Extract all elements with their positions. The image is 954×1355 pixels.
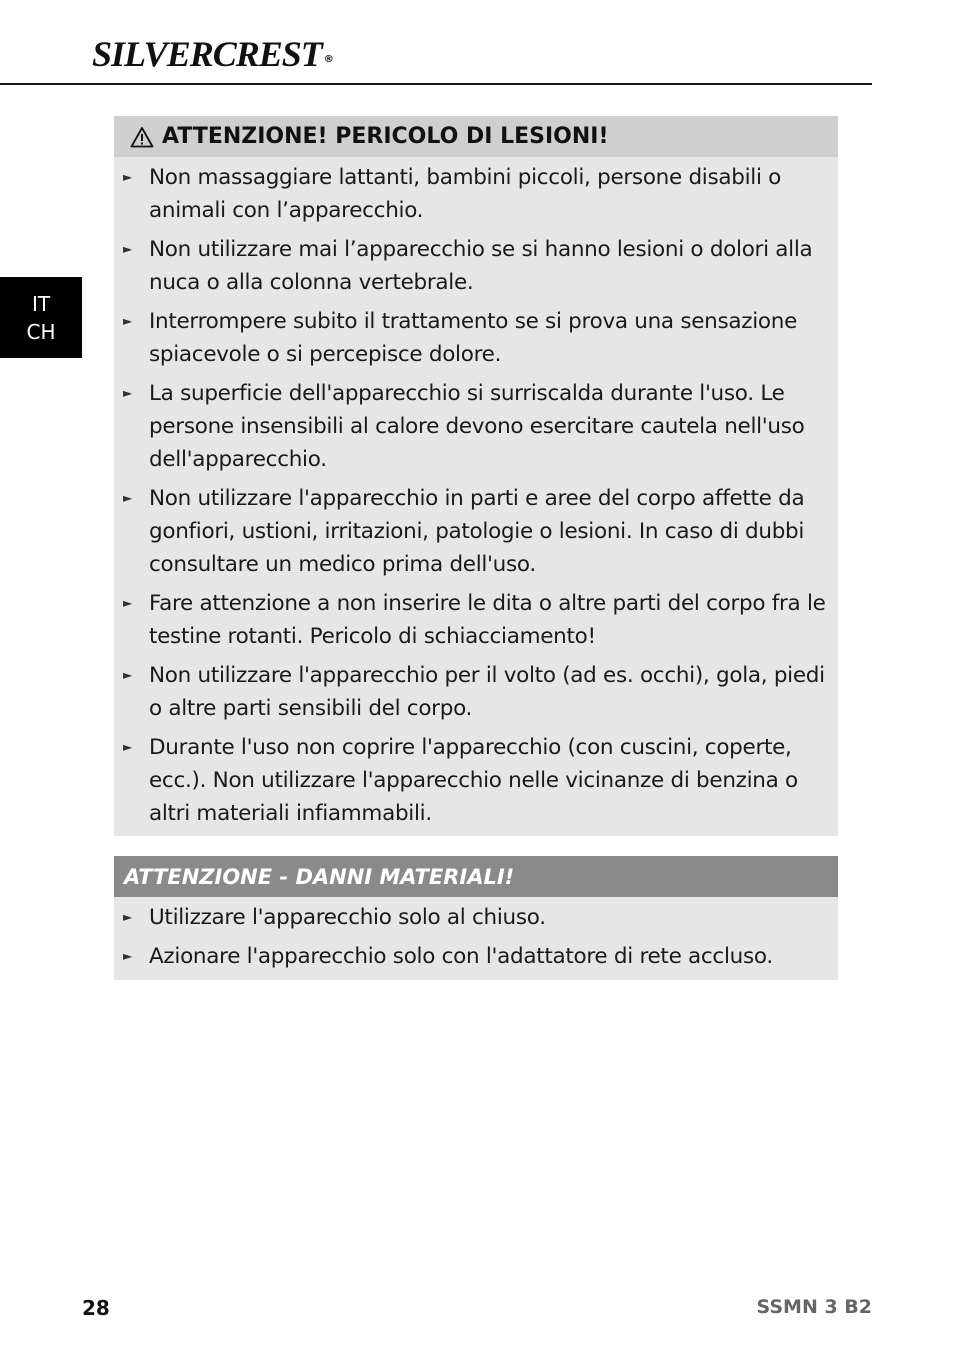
list-item: [114, 161, 838, 227]
bullet-arrow-icon: ►: [123, 242, 132, 256]
list-item: [114, 940, 838, 973]
injury-warning-header: [114, 116, 838, 157]
list-item: [114, 377, 838, 476]
bullet-arrow-icon: ►: [123, 170, 132, 184]
brand-logo-text: SILVERCREST: [92, 34, 322, 74]
list-item: [114, 659, 838, 725]
warning-triangle-icon: [130, 126, 154, 148]
header-divider: [0, 83, 872, 85]
injury-warning-box: [114, 116, 838, 836]
brand-logo: [92, 36, 331, 72]
list-item-text: La superficie dell'apparecchio si surriscalda durante l'uso. Le persone insensibili al calore devono esercitare cautela nell'uso dell'apparecchio.: [149, 381, 805, 472]
language-tab-line2: CH: [26, 319, 56, 344]
injury-warning-title: ATTENZIONE! PERICOLO DI LESIONI!: [162, 124, 609, 149]
list-item-text: Utilizzare l'apparecchio solo al chiuso.: [149, 905, 546, 930]
list-item-text: Non utilizzare l'apparecchio per il volto (ad es. occhi), gola, piedi o altre parti sensibili del corpo.: [149, 663, 825, 721]
bullet-arrow-icon: ►: [123, 668, 132, 682]
language-tab-line1: IT: [31, 291, 51, 316]
list-item: [114, 731, 838, 830]
bullet-arrow-icon: ►: [123, 386, 132, 400]
model-number: SSMN 3 B2: [756, 1296, 872, 1318]
list-item-text: Durante l'uso non coprire l'apparecchio (con cuscini, coperte, ecc.). Non utilizzare l'apparecchio nelle vicinanze di benzina o altri materiali infiammabili.: [149, 735, 798, 826]
list-item: [114, 901, 838, 934]
list-item-text: Interrompere subito il trattamento se si prova una sensazione spiacevole o si percepisce dolore.: [149, 309, 798, 367]
bullet-arrow-icon: ►: [123, 910, 132, 924]
list-item-text: Fare attenzione a non inserire le dita o altre parti del corpo fra le testine rotanti. Pericolo di schiacciamento!: [149, 591, 826, 649]
damage-warning-list: [114, 897, 838, 973]
list-item: [114, 587, 838, 653]
list-item-text: Azionare l'apparecchio solo con l'adattatore di rete accluso.: [149, 944, 773, 969]
list-item-text: Non utilizzare l'apparecchio in parti e aree del corpo affette da gonfiori, ustioni, irritazioni, patologie o lesioni. In caso di dubbi consultare un medico prima dell'uso.: [149, 486, 805, 577]
bullet-arrow-icon: ►: [123, 740, 132, 754]
list-item-text: Non massaggiare lattanti, bambini piccoli, persone disabili o animali con l’apparecchio.: [149, 165, 782, 223]
bullet-arrow-icon: ►: [123, 596, 132, 610]
list-item: [114, 482, 838, 581]
bullet-arrow-icon: ►: [123, 949, 132, 963]
list-item-text: Non utilizzare mai l’apparecchio se si hanno lesioni o dolori alla nuca o alla colonna vertebrale.: [149, 237, 813, 295]
list-item: [114, 305, 838, 371]
registered-mark: ®: [323, 54, 333, 65]
injury-warning-list: [114, 157, 838, 830]
bullet-arrow-icon: ►: [123, 314, 132, 328]
page-number: 28: [82, 1296, 110, 1320]
damage-warning-title: ATTENZIONE - DANNI MATERIALI!: [124, 864, 515, 889]
language-tab: [0, 277, 82, 358]
list-item: [114, 233, 838, 299]
bullet-arrow-icon: ►: [123, 491, 132, 505]
damage-warning-header: [114, 856, 838, 897]
damage-warning-box: [114, 856, 838, 980]
